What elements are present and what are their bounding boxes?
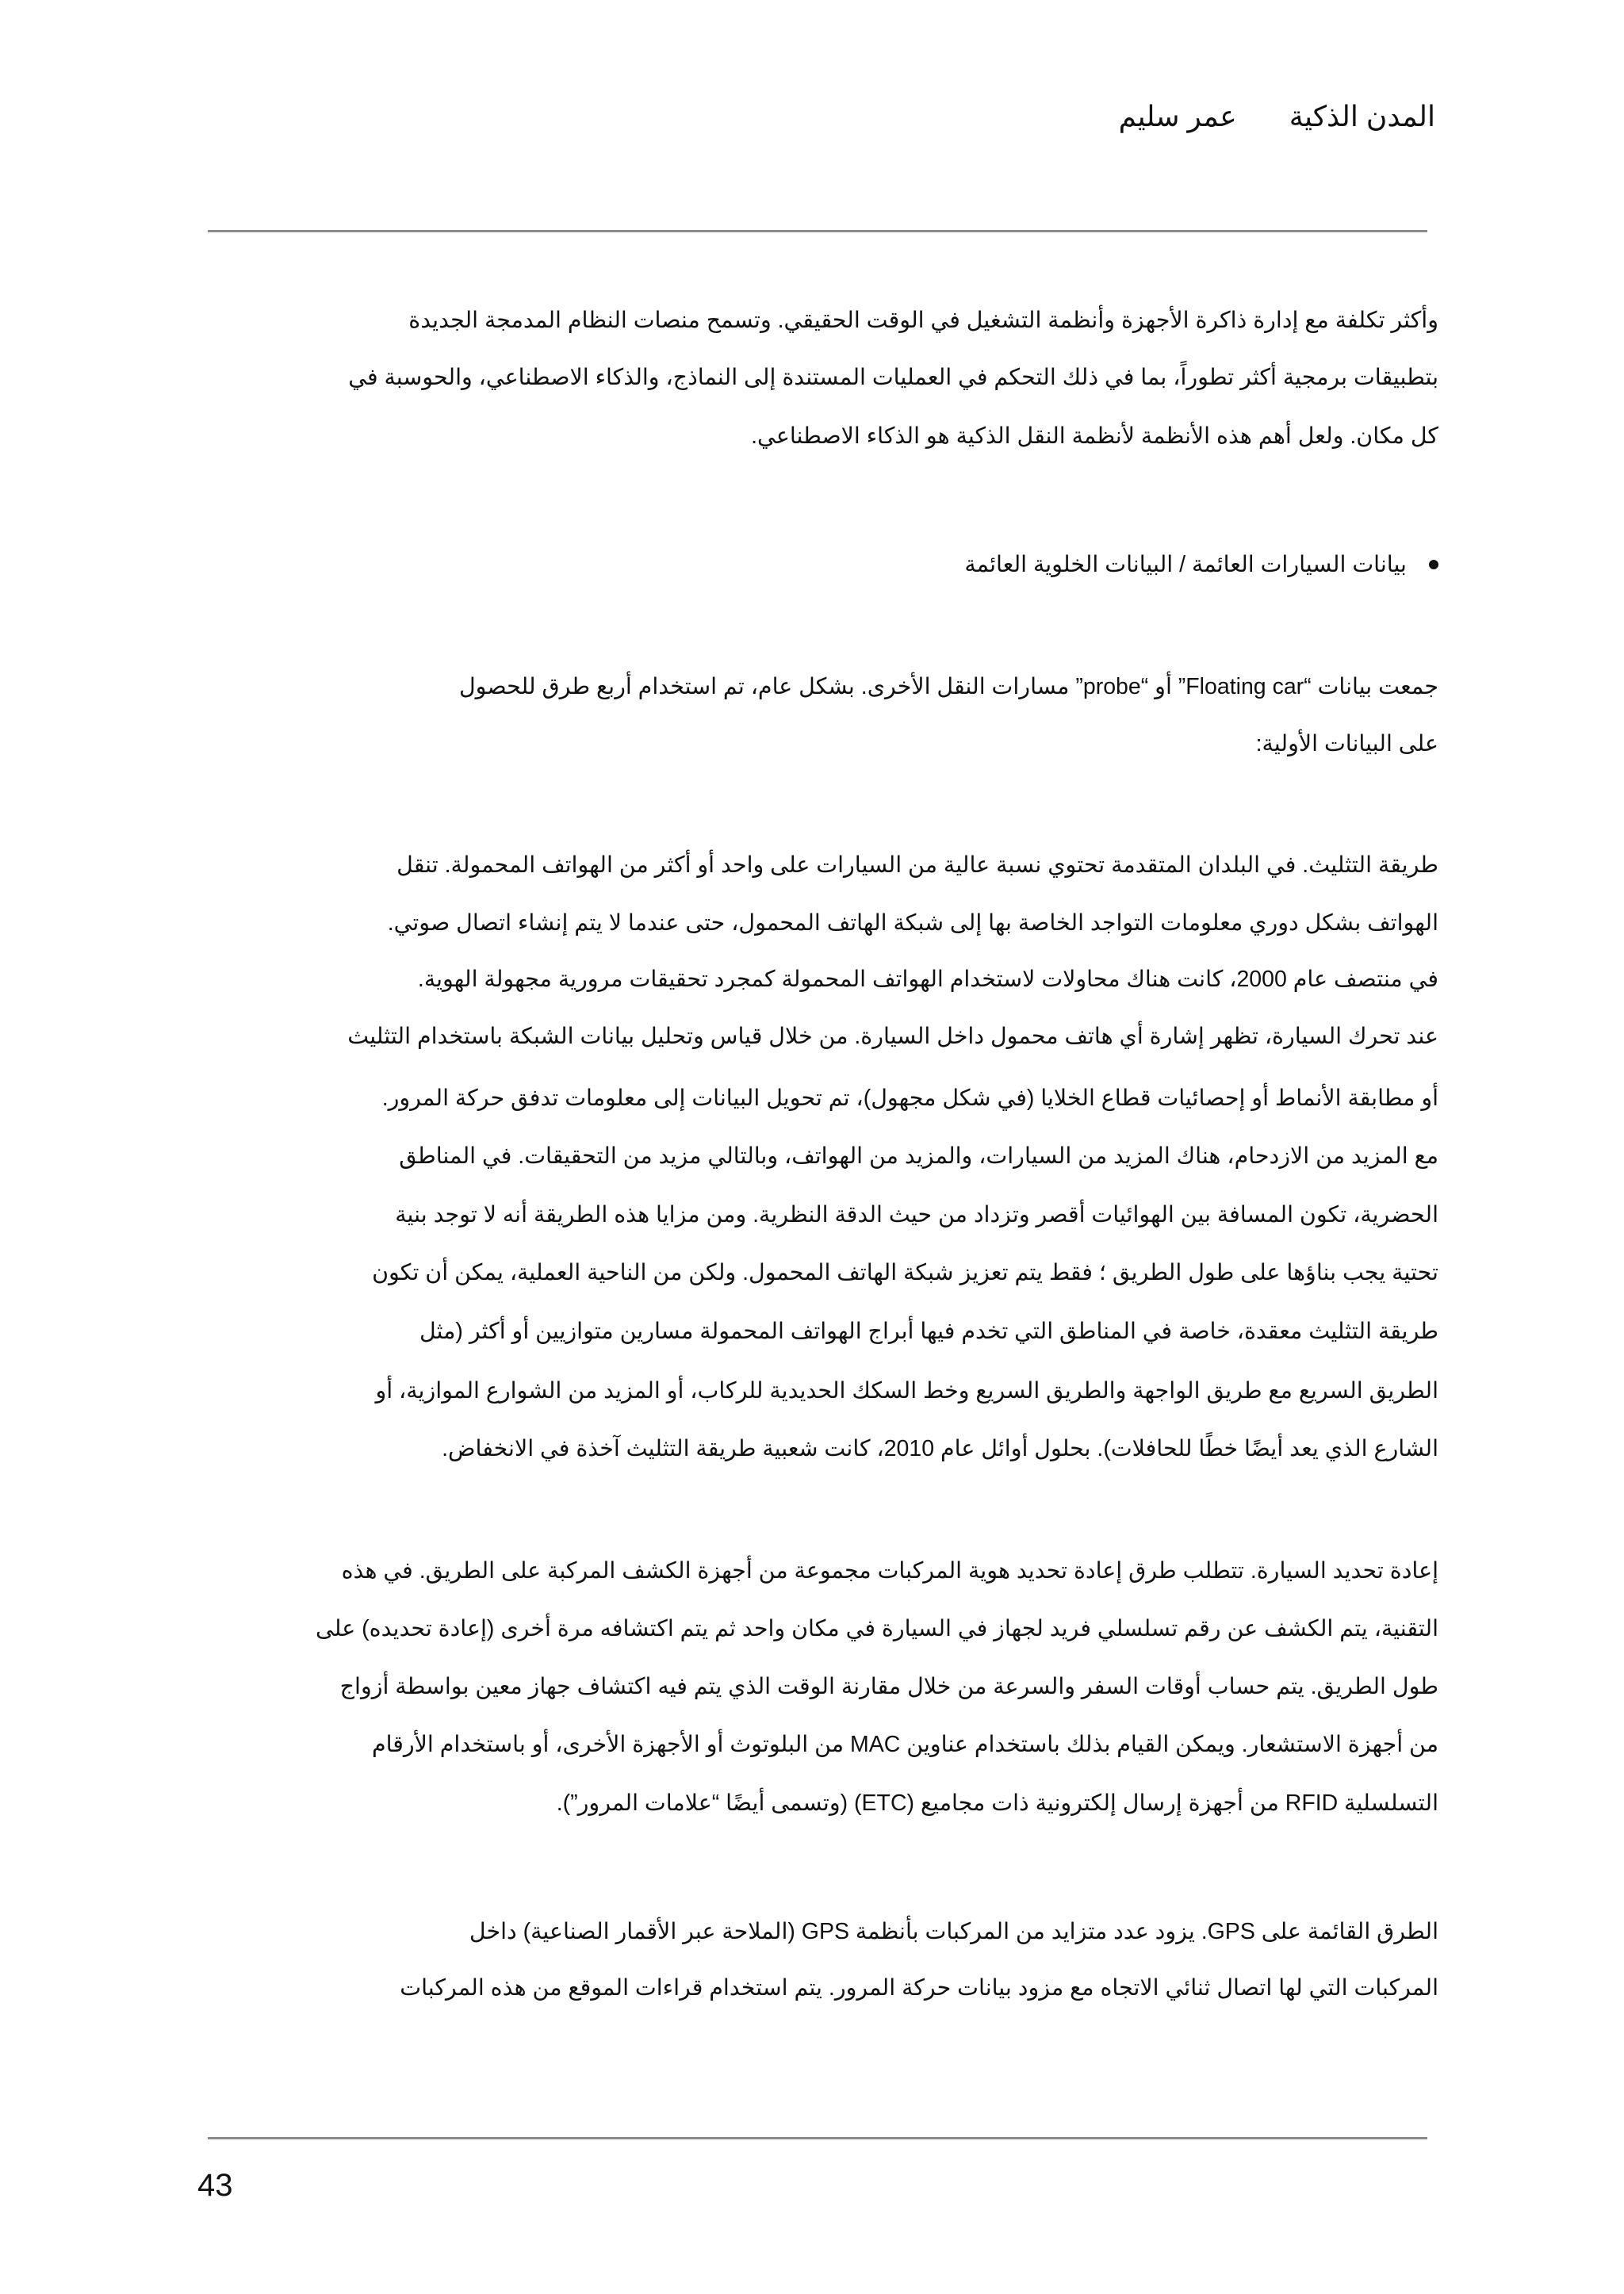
footer-divider xyxy=(208,2137,1427,2139)
text-line: جمعت بيانات “Floating car” أو “probe” مسارات النقل الأخرى. بشكل عام، تم استخدام أربع طرق للحصول xyxy=(458,674,1438,699)
header-title: المدن الذكية xyxy=(1289,100,1435,132)
text-line: الطريق السريع مع طريق الواجهة والطريق السريع وخط السكك الحديدية للركاب، أو المزيد من الشوارع الموازية، أو xyxy=(375,1378,1438,1404)
text-line: طريقة التثليث. في البلدان المتقدمة تحتوي نسبة عالية من السيارات على واحد أو أكثر من الهواتف المحمولة. تنقل xyxy=(396,852,1438,878)
text-line: تحتية يجب بناؤها على طول الطريق ؛ فقط يتم تعزيز شبكة الهاتف المحمول. ولكن من الناحية العملية، يمكن أن تكون xyxy=(372,1260,1438,1285)
text-line: كل مكان. ولعل أهم هذه الأنظمة لأنظمة النقل الذكية هو الذكاء الاصطناعي. xyxy=(751,423,1438,449)
text-line: مع المزيد من الازدحام، هناك المزيد من السيارات، والمزيد من الهواتف، وبالتالي مزيد من التحقيقات. في المناطق xyxy=(399,1143,1438,1169)
text-line: الشارع الذي يعد أيضًا خطًا للحافلات). بحلول أوائل عام 2010، كانت شعبية طريقة التثليث آخذة في الانخفاض. xyxy=(442,1436,1438,1461)
text-line: وأكثر تكلفة مع إدارة ذاكرة الأجهزة وأنظمة التشغيل في الوقت الحقيقي. وتسمح منصات النظام المدمجة الجديدة xyxy=(408,308,1438,333)
text-line: في منتصف عام 2000، كانت هناك محاولات لاستخدام الهواتف المحمولة كمجرد تحقيقات مرورية مجهولة الهوية. xyxy=(417,967,1438,992)
text-line: الحضرية، تكون المسافة بين الهوائيات أقصر وتزداد من حيث الدقة النظرية. ومن مزايا هذه الطريقة أنه لا توجد بنية xyxy=(395,1202,1438,1227)
text-line: الهواتف بشكل دوري معلومات التواجد الخاصة بها إلى شبكة الهاتف المحمول، حتى عندما لا يتم إنشاء اتصال صوتي. xyxy=(387,910,1438,936)
bullet-icon xyxy=(1429,560,1438,569)
text-line: بتطبيقات برمجية أكثر تطوراً، بما في ذلك التحكم في العمليات المستندة إلى النماذج، والذكاء الاصطناعي، والحوسبة في xyxy=(348,365,1438,390)
bullet-item: بيانات السيارات العائمة / البيانات الخلوية العائمة xyxy=(964,552,1407,577)
header-author: عمر سليم xyxy=(1118,100,1237,132)
text-line: التقنية، يتم الكشف عن رقم تسلسلي فريد لجهاز في السيارة في مكان واحد ثم يتم اكتشافه مرة أخرى (إعادة تحديده) على xyxy=(316,1616,1438,1641)
text-line: التسلسلية RFID من أجهزة إرسال إلكترونية ذات مجاميع (ETC) (وتسمى أيضًا “علامات المرور”). xyxy=(556,1790,1438,1816)
text-line: المركبات التي لها اتصال ثنائي الاتجاه مع مزود بيانات حركة المرور. يتم استخدام قراءات الموقع من هذه المركبات xyxy=(400,1975,1438,2001)
text-line: على البيانات الأولية: xyxy=(1255,731,1438,756)
text-line: إعادة تحديد السيارة. تتطلب طرق إعادة تحديد هوية المركبات مجموعة من أجهزة الكشف المركبة على الطريق. في هذه xyxy=(341,1558,1438,1584)
text-line: طريقة التثليث معقدة، خاصة في المناطق التي تخدم فيها أبراج الهواتف المحمولة مسارين متوازيين أو أكثر (مثل xyxy=(419,1319,1438,1344)
page-number: 43 xyxy=(197,2168,233,2203)
text-line: الطرق القائمة على GPS. يزود عدد متزايد من المركبات بأنظمة GPS (الملاحة عبر الأقمار الصناعية) داخل xyxy=(469,1919,1438,1944)
body-text xyxy=(197,0,1438,2294)
text-line: طول الطريق. يتم حساب أوقات السفر والسرعة من خلال مقارنة الوقت الذي يتم فيه اكتشاف جهاز معين بواسطة أزواج xyxy=(339,1674,1438,1699)
text-line: عند تحرك السيارة، تظهر إشارة أي هاتف محمول داخل السيارة. من خلال قياس وتحليل بيانات الشبكة باستخدام التثليث xyxy=(347,1024,1438,1049)
text-line: أو مطابقة الأنماط أو إحصائيات قطاع الخلايا (في شكل مجهول)، تم تحويل البيانات إلى معلومات تدفق حركة المرور. xyxy=(381,1086,1438,1111)
text-line: من أجهزة الاستشعار. ويمكن القيام بذلك باستخدام عناوين MAC من البلوتوث أو الأجهزة الأخرى، أو باستخدام الأرقام xyxy=(371,1732,1438,1757)
